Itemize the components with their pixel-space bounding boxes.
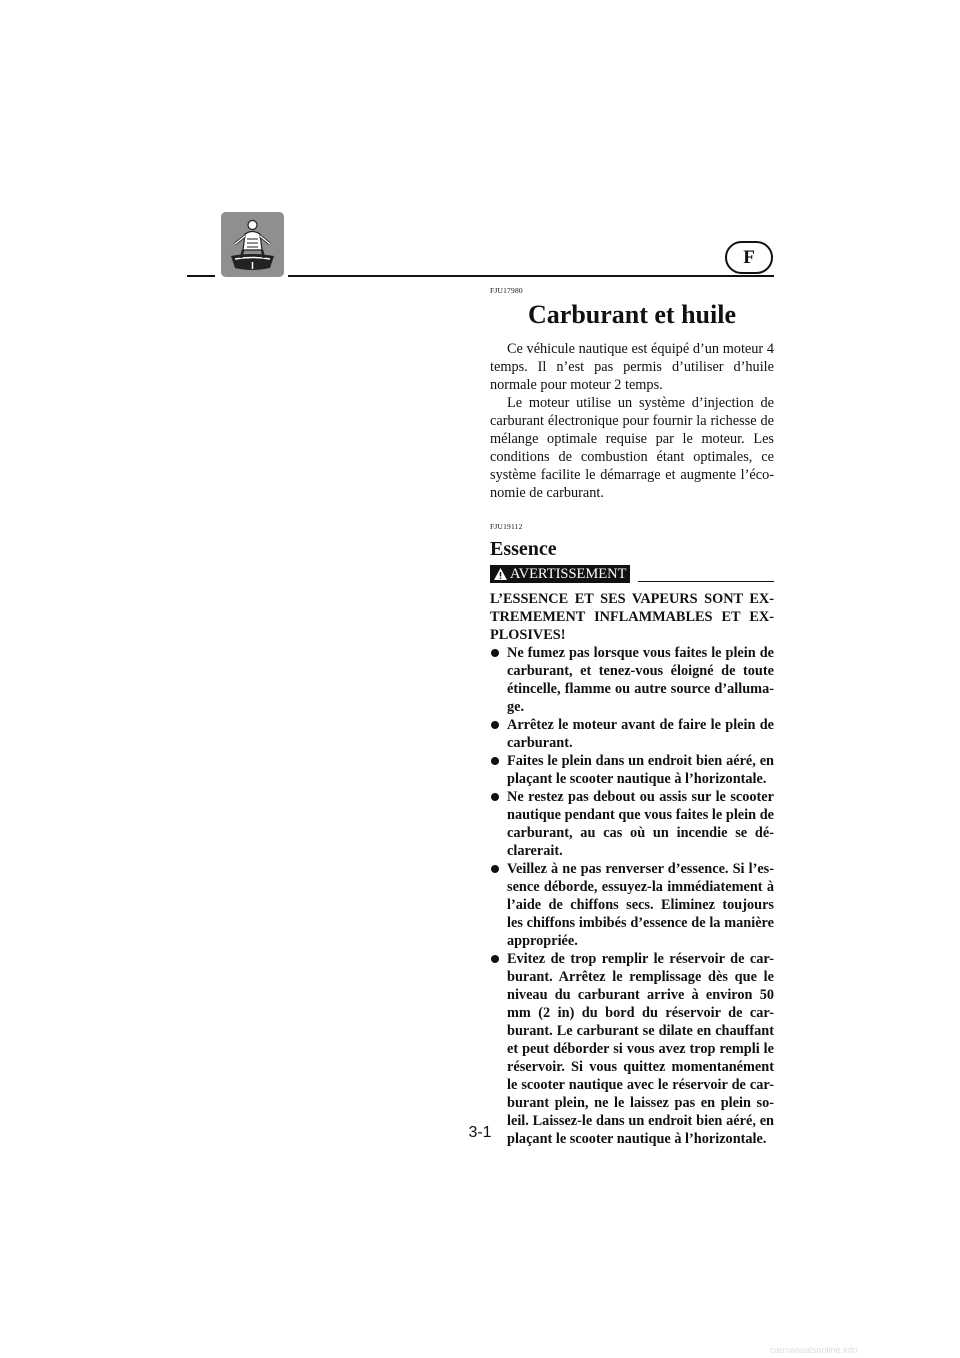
- watermark[interactable]: carmanualsonline.info: [770, 1345, 858, 1355]
- bullet-icon: [491, 721, 499, 729]
- bullet-icon: [491, 793, 499, 801]
- page-content: [490, 286, 774, 1148]
- paragraph: Le moteur utilise un système d’injection de carburant électronique pour fournir la richesse de mélange optimale requise par le moteur. Les conditions de combustion étant optimales, ce système facilite le démarrage et augmente l’éco-nomie de carburant.: [490, 395, 774, 501]
- list-item: Veillez à ne pas renverser d’essence. Si l’es-sence déborde, essuyez-la immédiatement à l’aide de chiffons secs. Eliminez toujours les chiffons imbibés d’essence de la manière appropriée.: [490, 860, 774, 950]
- bullet-icon: [491, 955, 499, 963]
- warning-label: [490, 565, 630, 583]
- watercraft-rider-icon: [221, 212, 284, 277]
- warning-triangle-icon: [493, 567, 508, 581]
- section-code: FJU19112: [490, 522, 523, 531]
- page-title: Carburant et huile: [528, 300, 736, 329]
- section-code: FJU17980: [490, 286, 523, 295]
- warning-rule: [638, 581, 774, 582]
- warning-label-text: AVERTISSEMENT: [510, 566, 627, 582]
- bullet-icon: [491, 649, 499, 657]
- page-number: 3-1: [468, 1124, 492, 1141]
- warning-header: [490, 565, 774, 583]
- header-rule-right: [288, 275, 774, 277]
- list-item: Faites le plein dans un endroit bien aéré, en plaçant le scooter nautique à l’horizontale.: [490, 752, 774, 788]
- bullet-icon: [491, 757, 499, 765]
- warning-list: [490, 644, 774, 1148]
- warning-intro: L’ESSENCE ET SES VAPEURS SONT EX-TREMEMENT INFLAMMABLES ET EX-PLOSIVES!: [490, 591, 774, 643]
- list-item: Arrêtez le moteur avant de faire le plein de carburant.: [490, 716, 774, 752]
- list-item: Evitez de trop remplir le réservoir de car-burant. Arrêtez le remplissage dès que le niveau du carburant arrive à environ 50 mm (2 in) du bord du réservoir de car-burant. Le carburant se dilate en chauffant et peut déborder si vous avez trop rempli le réservoir. Si vous quittez momentanément le scooter nautique avec le réservoir de car-burant plein, ne le laissez pas en plein so-leil. Laissez-le dans un endroit bien aéré, en plaçant le scooter nautique à l’horizontale.: [490, 950, 774, 1148]
- header-rule-left: [187, 275, 215, 277]
- paragraph: Ce véhicule nautique est équipé d’un moteur 4 temps. Il n’est pas permis d’utiliser d’huile normale pour moteur 2 temps.: [490, 341, 774, 393]
- list-item: Ne restez pas debout ou assis sur le scooter nautique pendant que vous faites le plein de carburant, au cas où un incendie se dé-clarerait.: [490, 788, 774, 860]
- bullet-icon: [491, 865, 499, 873]
- list-item: Ne fumez pas lorsque vous faites le plein de carburant, et tenez-vous éloigné de toute étincelle, flamme ou autre source d’alluma-ge.: [490, 644, 774, 716]
- section-title: Essence: [490, 538, 557, 560]
- language-badge: F: [725, 241, 773, 274]
